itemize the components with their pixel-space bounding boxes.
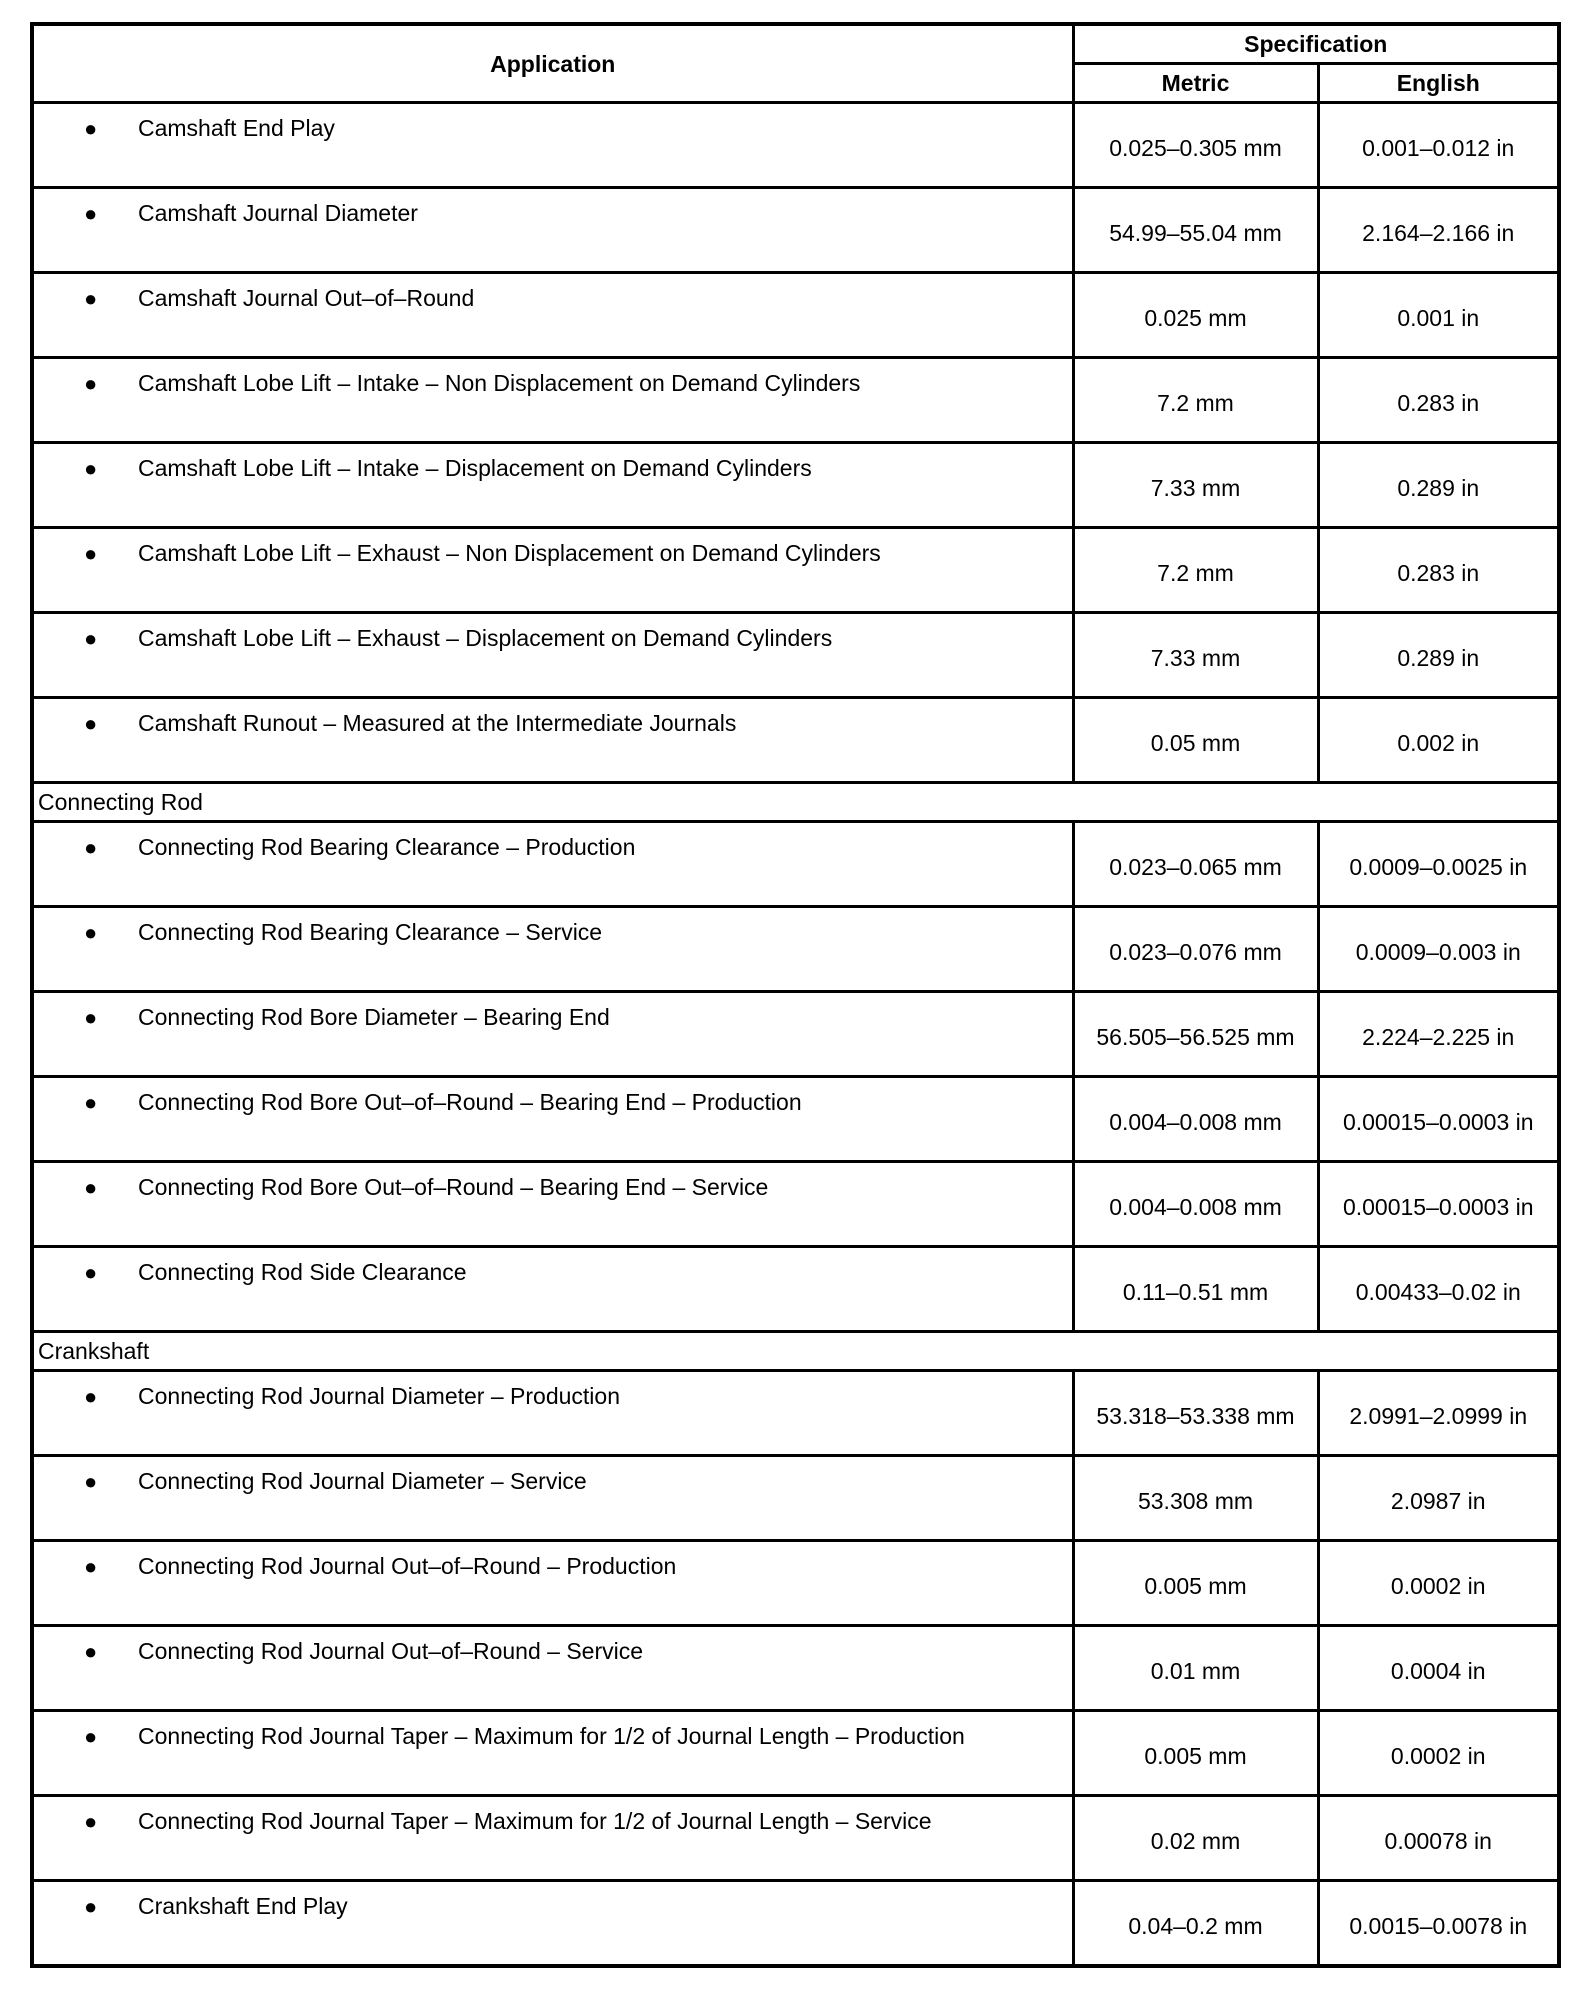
metric-cell: 7.2 mm [1073, 528, 1318, 613]
application-cell [32, 528, 1073, 613]
bullet-icon: ● [84, 1260, 98, 1285]
application-text: Connecting Rod Journal Diameter – Service [138, 1468, 587, 1494]
bullet-icon: ● [84, 920, 98, 945]
application-cell [32, 1626, 1073, 1711]
bullet-icon: ● [84, 1639, 98, 1664]
metric-cell: 54.99–55.04 mm [1073, 188, 1318, 273]
metric-cell: 7.2 mm [1073, 358, 1318, 443]
bullet-icon: ● [84, 116, 98, 141]
specification-table [30, 22, 1561, 1968]
section-label: Crankshaft [32, 1332, 1559, 1371]
metric-cell: 0.05 mm [1073, 698, 1318, 783]
english-cell: 0.002 in [1318, 698, 1559, 783]
metric-cell: 0.025–0.305 mm [1073, 103, 1318, 188]
metric-header: Metric [1073, 64, 1318, 103]
table-row [32, 907, 1559, 992]
bullet-icon: ● [84, 1469, 98, 1494]
bullet-icon: ● [84, 1554, 98, 1579]
table-row [32, 1541, 1559, 1626]
application-cell [32, 1541, 1073, 1626]
metric-cell: 53.308 mm [1073, 1456, 1318, 1541]
english-cell: 0.001 in [1318, 273, 1559, 358]
english-cell: 0.283 in [1318, 528, 1559, 613]
application-text: Camshaft End Play [138, 115, 335, 141]
table-row [32, 1711, 1559, 1796]
section-row [32, 1332, 1559, 1371]
table-row [32, 1077, 1559, 1162]
metric-cell: 0.04–0.2 mm [1073, 1881, 1318, 1966]
table-row [32, 188, 1559, 273]
table-body [32, 103, 1559, 1966]
metric-cell: 0.11–0.51 mm [1073, 1247, 1318, 1332]
english-cell: 0.0009–0.0025 in [1318, 822, 1559, 907]
application-cell [32, 103, 1073, 188]
section-label: Connecting Rod [32, 783, 1559, 822]
application-cell [32, 992, 1073, 1077]
metric-cell: 0.025 mm [1073, 273, 1318, 358]
english-cell: 0.001–0.012 in [1318, 103, 1559, 188]
bullet-icon: ● [84, 201, 98, 226]
english-cell: 0.00078 in [1318, 1796, 1559, 1881]
application-text: Camshaft Journal Out–of–Round [138, 285, 475, 311]
application-text: Connecting Rod Journal Taper – Maximum for 1/2 of Journal Length – Production [138, 1723, 965, 1749]
table-row [32, 273, 1559, 358]
metric-cell: 53.318–53.338 mm [1073, 1371, 1318, 1456]
application-text: Camshaft Lobe Lift – Intake – Displacement on Demand Cylinders [138, 455, 812, 481]
application-text: Connecting Rod Bearing Clearance – Service [138, 919, 603, 945]
metric-cell: 0.004–0.008 mm [1073, 1077, 1318, 1162]
bullet-icon: ● [84, 711, 98, 736]
table-row [32, 1456, 1559, 1541]
bullet-icon: ● [84, 1724, 98, 1749]
english-cell: 0.00015–0.0003 in [1318, 1162, 1559, 1247]
application-text: Connecting Rod Bearing Clearance – Production [138, 834, 636, 860]
metric-cell: 0.023–0.065 mm [1073, 822, 1318, 907]
application-cell [32, 822, 1073, 907]
metric-cell: 0.023–0.076 mm [1073, 907, 1318, 992]
table-row [32, 358, 1559, 443]
metric-cell: 56.505–56.525 mm [1073, 992, 1318, 1077]
bullet-icon: ● [84, 1005, 98, 1030]
application-text: Crankshaft End Play [138, 1893, 348, 1919]
application-text: Connecting Rod Journal Out–of–Round – Production [138, 1553, 677, 1579]
table-row [32, 992, 1559, 1077]
english-cell: 2.0987 in [1318, 1456, 1559, 1541]
english-cell: 0.00433–0.02 in [1318, 1247, 1559, 1332]
application-text: Connecting Rod Journal Diameter – Production [138, 1383, 620, 1409]
application-cell [32, 1371, 1073, 1456]
application-text: Camshaft Lobe Lift – Exhaust – Displacement on Demand Cylinders [138, 625, 833, 651]
application-cell [32, 907, 1073, 992]
application-cell [32, 1456, 1073, 1541]
english-header: English [1318, 64, 1559, 103]
table-row [32, 613, 1559, 698]
application-cell [32, 613, 1073, 698]
english-cell: 0.0015–0.0078 in [1318, 1881, 1559, 1966]
application-text: Connecting Rod Bore Out–of–Round – Bearing End – Production [138, 1089, 802, 1115]
table-row [32, 1247, 1559, 1332]
english-cell: 2.224–2.225 in [1318, 992, 1559, 1077]
application-cell [32, 698, 1073, 783]
bullet-icon: ● [84, 456, 98, 481]
application-cell [32, 1711, 1073, 1796]
english-cell: 0.289 in [1318, 613, 1559, 698]
table-header [32, 24, 1559, 103]
application-cell [32, 188, 1073, 273]
bullet-icon: ● [84, 835, 98, 860]
table-row [32, 1796, 1559, 1881]
bullet-icon: ● [84, 626, 98, 651]
table-row [32, 1881, 1559, 1966]
table-row [32, 528, 1559, 613]
english-cell: 0.0002 in [1318, 1541, 1559, 1626]
english-cell: 0.0009–0.003 in [1318, 907, 1559, 992]
english-cell: 0.283 in [1318, 358, 1559, 443]
metric-cell: 0.005 mm [1073, 1541, 1318, 1626]
application-cell [32, 1247, 1073, 1332]
section-row [32, 783, 1559, 822]
metric-cell: 0.01 mm [1073, 1626, 1318, 1711]
application-text: Connecting Rod Side Clearance [138, 1259, 467, 1285]
english-cell: 0.00015–0.0003 in [1318, 1077, 1559, 1162]
metric-cell: 0.004–0.008 mm [1073, 1162, 1318, 1247]
specification-header: Specification [1073, 24, 1559, 64]
table-row [32, 1162, 1559, 1247]
table-row [32, 1626, 1559, 1711]
application-text: Camshaft Journal Diameter [138, 200, 418, 226]
bullet-icon: ● [84, 1809, 98, 1834]
application-text: Connecting Rod Bore Out–of–Round – Bearing End – Service [138, 1174, 769, 1200]
bullet-icon: ● [84, 1384, 98, 1409]
metric-cell: 7.33 mm [1073, 443, 1318, 528]
bullet-icon: ● [84, 541, 98, 566]
application-cell [32, 1881, 1073, 1966]
metric-cell: 0.02 mm [1073, 1796, 1318, 1881]
english-cell: 2.0991–2.0999 in [1318, 1371, 1559, 1456]
table-row [32, 443, 1559, 528]
application-cell [32, 1796, 1073, 1881]
application-cell [32, 1162, 1073, 1247]
bullet-icon: ● [84, 286, 98, 311]
table-row [32, 698, 1559, 783]
metric-cell: 0.005 mm [1073, 1711, 1318, 1796]
application-cell [32, 443, 1073, 528]
application-text: Camshaft Runout – Measured at the Intermediate Journals [138, 710, 737, 736]
application-text: Camshaft Lobe Lift – Exhaust – Non Displacement on Demand Cylinders [138, 540, 881, 566]
application-text: Connecting Rod Bore Diameter – Bearing End [138, 1004, 610, 1030]
table-row [32, 1371, 1559, 1456]
bullet-icon: ● [84, 1175, 98, 1200]
english-cell: 0.0002 in [1318, 1711, 1559, 1796]
application-text: Connecting Rod Journal Taper – Maximum for 1/2 of Journal Length – Service [138, 1808, 932, 1834]
application-cell [32, 273, 1073, 358]
application-cell [32, 1077, 1073, 1162]
english-cell: 0.289 in [1318, 443, 1559, 528]
english-cell: 2.164–2.166 in [1318, 188, 1559, 273]
table-row [32, 822, 1559, 907]
application-text: Camshaft Lobe Lift – Intake – Non Displacement on Demand Cylinders [138, 370, 861, 396]
english-cell: 0.0004 in [1318, 1626, 1559, 1711]
bullet-icon: ● [84, 1894, 98, 1919]
application-header: Application [32, 24, 1073, 103]
table-row [32, 103, 1559, 188]
bullet-icon: ● [84, 1090, 98, 1115]
application-cell [32, 358, 1073, 443]
bullet-icon: ● [84, 371, 98, 396]
application-text: Connecting Rod Journal Out–of–Round – Service [138, 1638, 644, 1664]
metric-cell: 7.33 mm [1073, 613, 1318, 698]
